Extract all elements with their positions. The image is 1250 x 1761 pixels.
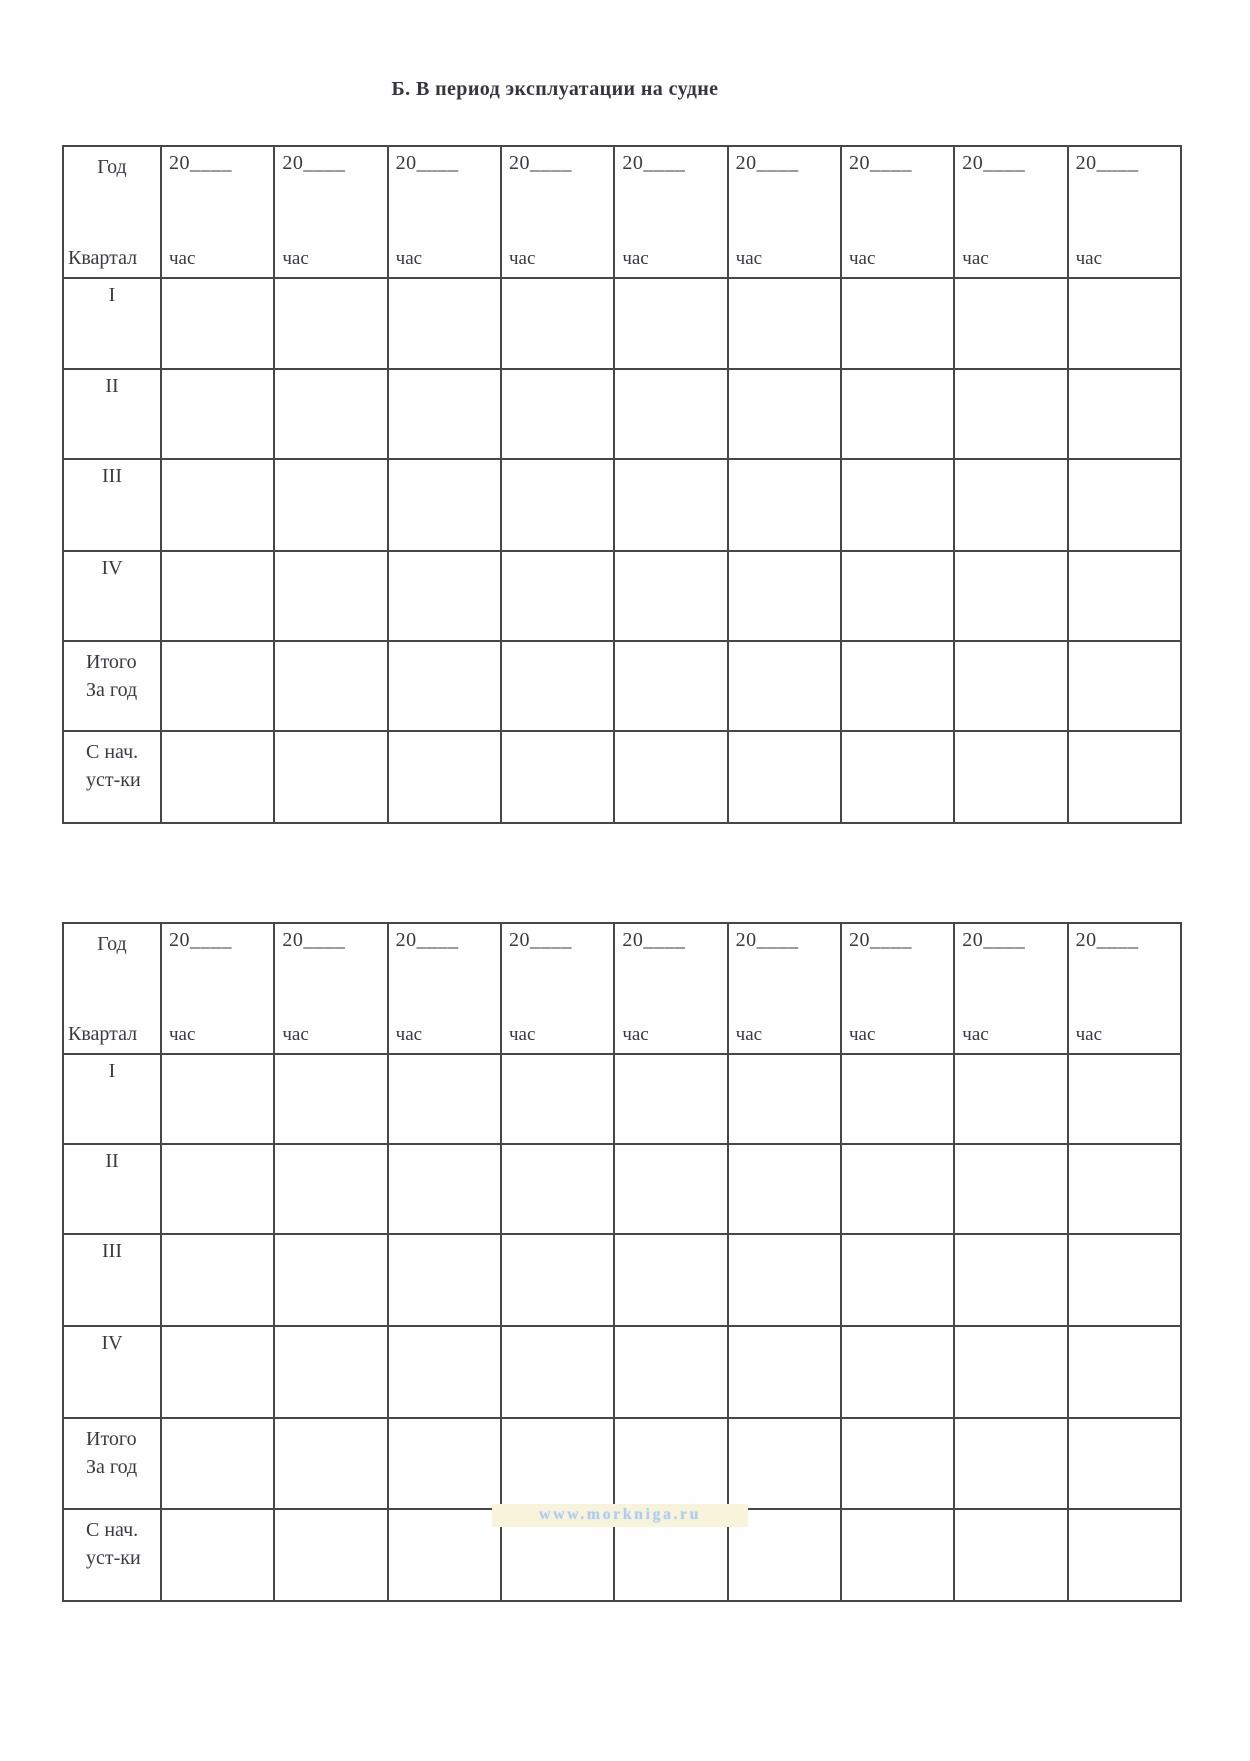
row-label: I bbox=[108, 284, 116, 306]
empty-data-cell bbox=[954, 1326, 1067, 1418]
empty-data-cell bbox=[841, 1509, 954, 1601]
hours-unit-label: час bbox=[622, 248, 649, 269]
hours-unit-label: час bbox=[282, 248, 309, 269]
empty-data-cell bbox=[501, 1418, 614, 1509]
empty-data-cell bbox=[841, 1144, 954, 1234]
empty-data-cell bbox=[274, 1509, 387, 1601]
empty-data-cell bbox=[388, 369, 501, 459]
empty-data-cell bbox=[161, 1326, 274, 1418]
year-blank-label: 20____ bbox=[169, 929, 232, 951]
empty-data-cell bbox=[841, 278, 954, 369]
empty-data-cell bbox=[728, 551, 841, 641]
year-blank-label: 20____ bbox=[395, 152, 459, 174]
year-blank-label: 20____ bbox=[848, 152, 912, 174]
row-label: II bbox=[105, 375, 119, 397]
hours-unit-label: час bbox=[962, 248, 989, 269]
row-label-cell bbox=[63, 1144, 161, 1234]
operation-hours-table-1-grid bbox=[62, 145, 1182, 824]
corner-year-label: Год bbox=[97, 156, 127, 178]
empty-data-cell bbox=[841, 459, 954, 551]
year-header-cell bbox=[614, 923, 727, 1054]
year-header-cell bbox=[841, 146, 954, 278]
empty-data-cell bbox=[728, 1054, 841, 1144]
empty-data-cell bbox=[1068, 731, 1181, 823]
row-label: С нач. уст-ки bbox=[86, 741, 141, 791]
empty-data-cell bbox=[274, 1234, 387, 1326]
empty-data-cell bbox=[501, 731, 614, 823]
empty-data-cell bbox=[954, 1144, 1067, 1234]
empty-data-cell bbox=[728, 369, 841, 459]
empty-data-cell bbox=[954, 1234, 1067, 1326]
empty-data-cell bbox=[614, 1234, 727, 1326]
empty-data-cell bbox=[501, 369, 614, 459]
empty-data-cell bbox=[274, 641, 387, 731]
empty-data-cell bbox=[501, 278, 614, 369]
row-label: Итого За год bbox=[86, 651, 138, 701]
row-label-cell bbox=[63, 459, 161, 551]
empty-data-cell bbox=[501, 1054, 614, 1144]
empty-data-cell bbox=[614, 1326, 727, 1418]
empty-data-cell bbox=[388, 459, 501, 551]
empty-data-cell bbox=[1068, 278, 1181, 369]
operation-hours-table-2-grid bbox=[62, 922, 1182, 1602]
empty-data-cell bbox=[161, 459, 274, 551]
empty-data-cell bbox=[954, 459, 1067, 551]
empty-data-cell bbox=[614, 459, 727, 551]
year-header-cell bbox=[501, 923, 614, 1054]
year-blank-label: 20____ bbox=[282, 929, 346, 951]
empty-data-cell bbox=[388, 1144, 501, 1234]
hours-unit-label: час bbox=[735, 248, 763, 269]
empty-data-cell bbox=[501, 1144, 614, 1234]
empty-data-cell bbox=[614, 278, 727, 369]
hours-unit-label: час bbox=[508, 248, 536, 269]
empty-data-cell bbox=[1068, 369, 1181, 459]
empty-data-cell bbox=[274, 1144, 387, 1234]
row-label: Итого За год bbox=[86, 1428, 138, 1478]
corner-quarter-label: Квартал bbox=[68, 247, 138, 269]
empty-data-cell bbox=[274, 1418, 387, 1509]
empty-data-cell bbox=[614, 1144, 727, 1234]
empty-data-cell bbox=[274, 459, 387, 551]
year-quarter-corner-cell bbox=[63, 146, 161, 278]
empty-data-cell bbox=[841, 1326, 954, 1418]
watermark: www.morkniga.ru bbox=[492, 1504, 748, 1527]
empty-data-cell bbox=[1068, 1418, 1181, 1509]
empty-data-cell bbox=[501, 459, 614, 551]
empty-data-cell bbox=[388, 1418, 501, 1509]
empty-data-cell bbox=[954, 1054, 1067, 1144]
empty-data-cell bbox=[841, 551, 954, 641]
row-label: II bbox=[105, 1150, 119, 1172]
year-blank-label: 20____ bbox=[962, 152, 1026, 174]
year-header-cell bbox=[841, 923, 954, 1054]
empty-data-cell bbox=[161, 278, 274, 369]
year-blank-label: 20____ bbox=[395, 929, 459, 951]
hours-unit-label: час bbox=[622, 1024, 649, 1045]
year-blank-label: 20____ bbox=[508, 152, 572, 174]
row-label-cell bbox=[63, 278, 161, 369]
year-blank-label: 20____ bbox=[735, 152, 799, 174]
year-blank-label: 20____ bbox=[169, 152, 232, 174]
empty-data-cell bbox=[274, 731, 387, 823]
empty-data-cell bbox=[388, 1234, 501, 1326]
year-header-cell bbox=[161, 923, 274, 1054]
empty-data-cell bbox=[501, 551, 614, 641]
year-header-cell bbox=[1068, 923, 1181, 1054]
empty-data-cell bbox=[161, 1144, 274, 1234]
hours-unit-label: час bbox=[735, 1024, 763, 1045]
empty-data-cell bbox=[388, 278, 501, 369]
operation-hours-table-1 bbox=[62, 145, 1182, 824]
row-label: IV bbox=[101, 557, 123, 579]
hours-unit-label: час bbox=[848, 248, 876, 269]
empty-data-cell bbox=[1068, 1144, 1181, 1234]
empty-data-cell bbox=[274, 278, 387, 369]
empty-data-cell bbox=[841, 1418, 954, 1509]
empty-data-cell bbox=[388, 641, 501, 731]
corner-quarter-label: Квартал bbox=[68, 1023, 138, 1045]
year-blank-label: 20____ bbox=[282, 152, 346, 174]
empty-data-cell bbox=[161, 1054, 274, 1144]
empty-data-cell bbox=[841, 731, 954, 823]
empty-data-cell bbox=[501, 1234, 614, 1326]
operation-hours-table-2 bbox=[62, 922, 1182, 1602]
empty-data-cell bbox=[274, 1054, 387, 1144]
empty-data-cell bbox=[1068, 641, 1181, 731]
empty-data-cell bbox=[614, 1054, 727, 1144]
empty-data-cell bbox=[161, 1234, 274, 1326]
section-title: Б. В период эксплуатации на судне bbox=[391, 78, 719, 100]
row-label-cell bbox=[63, 551, 161, 641]
empty-data-cell bbox=[388, 731, 501, 823]
empty-data-cell bbox=[161, 641, 274, 731]
empty-data-cell bbox=[841, 641, 954, 731]
year-header-cell bbox=[161, 146, 274, 278]
hours-unit-label: час bbox=[508, 1024, 536, 1045]
empty-data-cell bbox=[954, 551, 1067, 641]
hours-unit-label: час bbox=[169, 1024, 196, 1045]
year-blank-label: 20____ bbox=[848, 929, 912, 951]
empty-data-cell bbox=[1068, 1326, 1181, 1418]
year-header-cell bbox=[388, 923, 501, 1054]
empty-data-cell bbox=[841, 1234, 954, 1326]
row-label: I bbox=[108, 1060, 116, 1082]
empty-data-cell bbox=[954, 731, 1067, 823]
hours-unit-label: час bbox=[1075, 248, 1103, 269]
year-blank-label: 20____ bbox=[1075, 152, 1139, 174]
row-label: III bbox=[102, 1240, 122, 1262]
empty-data-cell bbox=[954, 369, 1067, 459]
row-label-cell bbox=[63, 731, 161, 823]
row-label: III bbox=[102, 465, 122, 487]
year-header-cell bbox=[728, 146, 841, 278]
empty-data-cell bbox=[728, 1144, 841, 1234]
year-header-cell bbox=[614, 146, 727, 278]
hours-unit-label: час bbox=[395, 248, 423, 269]
row-label-cell bbox=[63, 369, 161, 459]
year-header-cell bbox=[274, 146, 387, 278]
empty-data-cell bbox=[614, 641, 727, 731]
empty-data-cell bbox=[728, 1418, 841, 1509]
empty-data-cell bbox=[501, 641, 614, 731]
empty-data-cell bbox=[1068, 551, 1181, 641]
empty-data-cell bbox=[161, 731, 274, 823]
row-label: С нач. уст-ки bbox=[86, 1519, 141, 1569]
year-header-cell bbox=[728, 923, 841, 1054]
empty-data-cell bbox=[274, 551, 387, 641]
year-blank-label: 20____ bbox=[962, 929, 1026, 951]
empty-data-cell bbox=[728, 731, 841, 823]
empty-data-cell bbox=[728, 278, 841, 369]
corner-year-label: Год bbox=[97, 933, 127, 955]
empty-data-cell bbox=[388, 1326, 501, 1418]
hours-unit-label: час bbox=[1075, 1024, 1103, 1045]
empty-data-cell bbox=[954, 1509, 1067, 1601]
hours-unit-label: час bbox=[962, 1024, 989, 1045]
hours-unit-label: час bbox=[282, 1024, 309, 1045]
empty-data-cell bbox=[954, 278, 1067, 369]
empty-data-cell bbox=[161, 369, 274, 459]
empty-data-cell bbox=[728, 641, 841, 731]
row-label-cell bbox=[63, 1234, 161, 1326]
empty-data-cell bbox=[954, 641, 1067, 731]
year-header-cell bbox=[1068, 146, 1181, 278]
row-label-cell bbox=[63, 1509, 161, 1601]
empty-data-cell bbox=[1068, 1054, 1181, 1144]
empty-data-cell bbox=[161, 551, 274, 641]
empty-data-cell bbox=[274, 1326, 387, 1418]
year-header-cell bbox=[954, 923, 1067, 1054]
hours-unit-label: час bbox=[395, 1024, 423, 1045]
year-blank-label: 20____ bbox=[622, 929, 686, 951]
empty-data-cell bbox=[614, 731, 727, 823]
row-label-cell bbox=[63, 1326, 161, 1418]
empty-data-cell bbox=[841, 369, 954, 459]
empty-data-cell bbox=[1068, 1509, 1181, 1601]
empty-data-cell bbox=[841, 1054, 954, 1144]
empty-data-cell bbox=[501, 1326, 614, 1418]
empty-data-cell bbox=[728, 1234, 841, 1326]
year-blank-label: 20____ bbox=[735, 929, 799, 951]
empty-data-cell bbox=[388, 551, 501, 641]
empty-data-cell bbox=[614, 551, 727, 641]
empty-data-cell bbox=[161, 1418, 274, 1509]
year-blank-label: 20____ bbox=[622, 152, 686, 174]
empty-data-cell bbox=[614, 1418, 727, 1509]
empty-data-cell bbox=[388, 1054, 501, 1144]
year-header-cell bbox=[954, 146, 1067, 278]
empty-data-cell bbox=[954, 1418, 1067, 1509]
hours-unit-label: час bbox=[848, 1024, 876, 1045]
hours-unit-label: час bbox=[169, 248, 196, 269]
empty-data-cell bbox=[1068, 459, 1181, 551]
row-label-cell bbox=[63, 1054, 161, 1144]
year-header-cell bbox=[501, 146, 614, 278]
row-label: IV bbox=[101, 1332, 123, 1354]
row-label-cell bbox=[63, 1418, 161, 1509]
empty-data-cell bbox=[728, 459, 841, 551]
empty-data-cell bbox=[614, 369, 727, 459]
empty-data-cell bbox=[388, 1509, 501, 1601]
empty-data-cell bbox=[1068, 1234, 1181, 1326]
year-header-cell bbox=[388, 146, 501, 278]
year-header-cell bbox=[274, 923, 387, 1054]
year-quarter-corner-cell bbox=[63, 923, 161, 1054]
year-blank-label: 20____ bbox=[508, 929, 572, 951]
year-blank-label: 20____ bbox=[1075, 929, 1139, 951]
empty-data-cell bbox=[274, 369, 387, 459]
empty-data-cell bbox=[161, 1509, 274, 1601]
empty-data-cell bbox=[728, 1326, 841, 1418]
row-label-cell bbox=[63, 641, 161, 731]
